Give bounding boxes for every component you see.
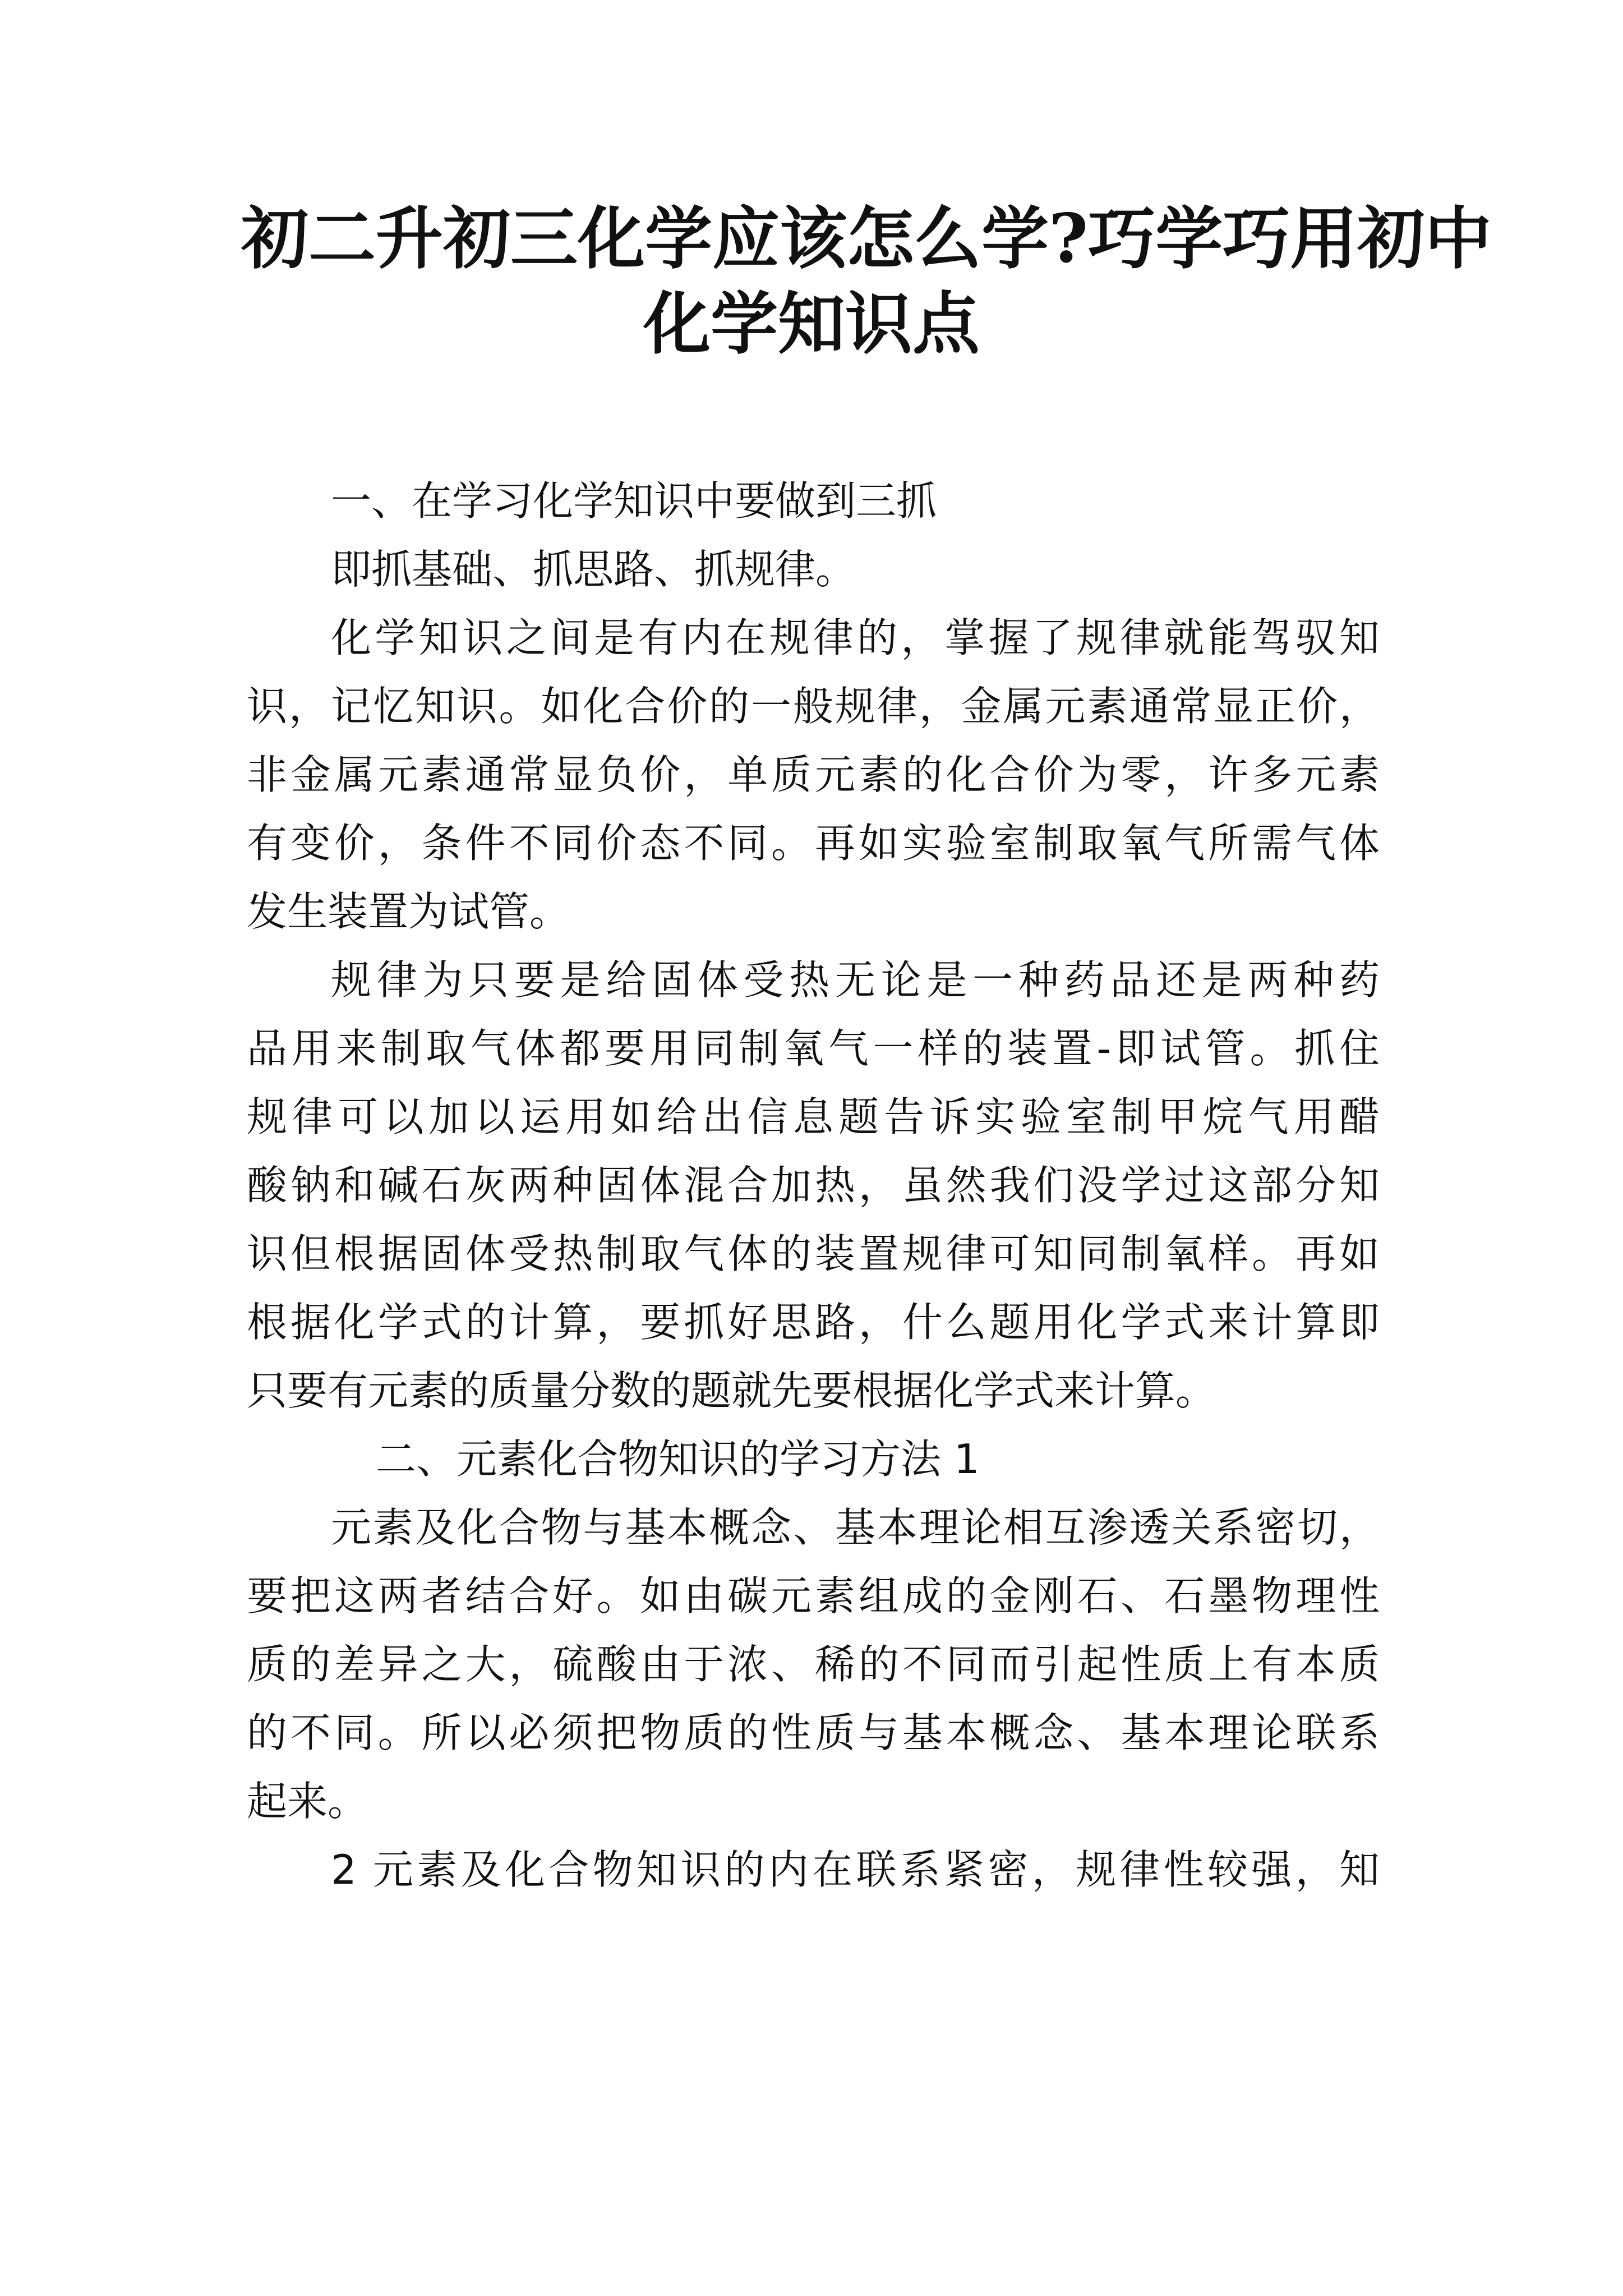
paragraph-line: 识但根据固体受热制取气体的装置规律可知同制氧样。再如 (247, 1230, 1380, 1277)
paragraph-line: 规律可以加以运用如给出信息题告诉实验室制甲烷气用醋 (247, 1093, 1380, 1140)
paragraph-line: 根据化学式的计算，要抓好思路，什么题用化学式来计算即 (247, 1299, 1380, 1346)
paragraph-line: 化学知识之间是有内在规律的，掌握了规律就能驾驭知 (331, 614, 1380, 661)
document-title-line-1: 初二升初三化学应该怎么学?巧学巧用初中 (241, 199, 1492, 278)
paragraph-line: 要把这两者结合好。如由碳元素组成的金刚石、石墨物理性 (247, 1572, 1380, 1619)
section-heading-1: 一、在学习化学知识中要做到三抓 (331, 477, 937, 524)
paragraph-line: 元素及化合物与基本概念、基本理论相互渗透关系密切， (331, 1504, 1380, 1551)
paragraph-line: 发生装置为试管。 (247, 888, 570, 935)
paragraph-line: 即抓基础、抓思路、抓规律。 (331, 546, 856, 593)
paragraph-line: 规律为只要是给固体受热无论是一种药品还是两种药 (331, 956, 1380, 1004)
section-heading-2: 二、元素化合物知识的学习方法 1 (376, 1435, 980, 1483)
paragraph-line: 识，记忆知识。如化合价的一般规律，金属元素通常显正价， (247, 683, 1380, 730)
paragraph-line: 品用来制取气体都要用同制氧气一样的装置-即试管。抓住 (247, 1025, 1380, 1072)
paragraph-line: 的不同。所以必须把物质的性质与基本概念、基本理论联系 (247, 1709, 1380, 1756)
paragraph-line: 2 元素及化合物知识的内在联系紧密，规律性较强，知 (331, 1846, 1380, 1893)
paragraph-line: 酸钠和碱石灰两种固体混合加热，虽然我们没学过这部分知 (247, 1162, 1380, 1209)
paragraph-line: 有变价，条件不同价态不同。再如实验室制取氧气所需气体 (247, 820, 1380, 867)
paragraph-line: 只要有元素的质量分数的题就先要根据化学式来计算。 (247, 1367, 1216, 1414)
document-title-line-2: 化学知识点 (643, 284, 980, 364)
paragraph-line: 非金属元素通常显负价，单质元素的化合价为零，许多元素 (247, 751, 1380, 798)
paragraph-line: 起来。 (247, 1778, 368, 1825)
paragraph-line: 质的差异之大，硫酸由于浓、稀的不同而引起性质上有本质 (247, 1641, 1380, 1688)
